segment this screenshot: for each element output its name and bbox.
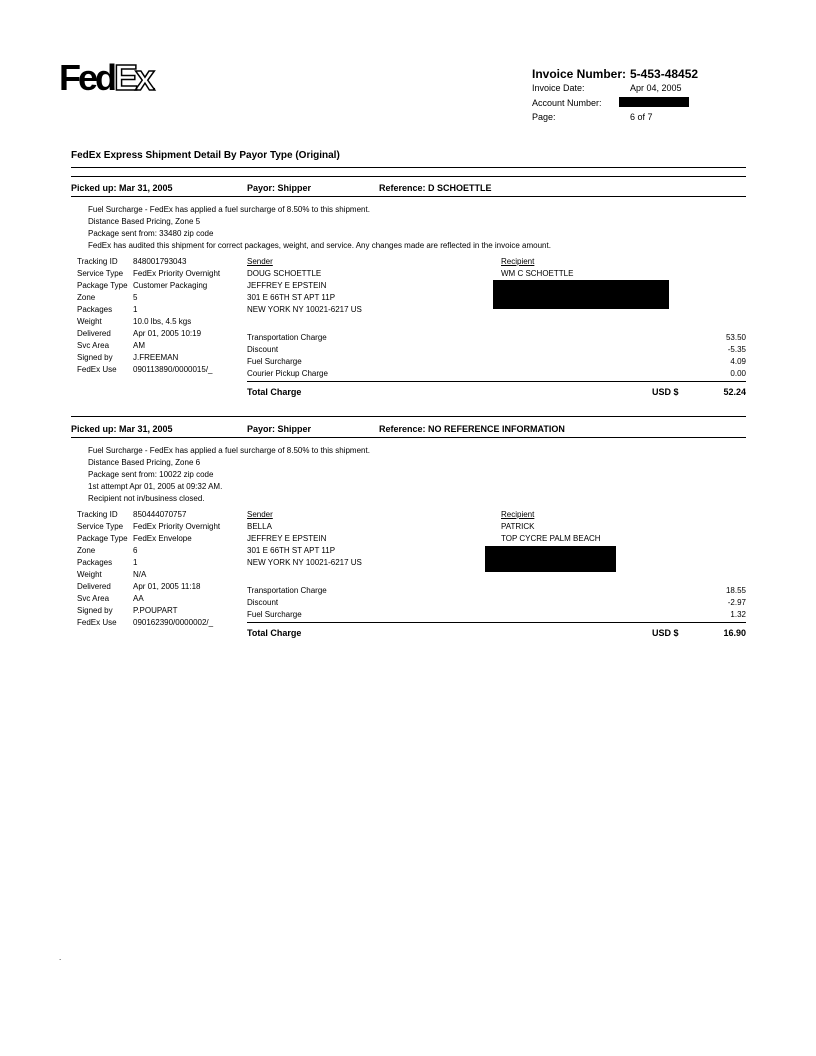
invoice-number-label: Invoice Number:: [532, 67, 627, 81]
sender-line: JEFFREY E EPSTEIN: [247, 534, 327, 543]
charge-label: Courier Pickup Charge: [247, 369, 328, 378]
detail-value: 090113890/0000015/_: [133, 365, 213, 374]
divider: [71, 196, 746, 197]
shipment-note: Package sent from: 10022 zip code: [88, 470, 214, 479]
charge-amount: -5.35: [727, 345, 746, 354]
detail-value: Customer Packaging: [133, 281, 208, 290]
detail-label: Zone: [77, 546, 96, 555]
divider: [71, 416, 746, 417]
currency: USD $: [652, 628, 679, 638]
charge-amount: 0.00: [730, 369, 746, 378]
shipment-note: Fuel Surcharge - FedEx has applied a fuel surcharge of 8.50% to this shipment.: [88, 205, 370, 214]
total-label: Total Charge: [247, 387, 302, 397]
detail-label: Service Type: [77, 522, 124, 531]
detail-value: 850444070757: [133, 510, 187, 519]
detail-value: FedEx Priority Overnight: [133, 269, 221, 278]
logo-dot: .: [152, 77, 156, 93]
detail-value: 090162390/0000002/_: [133, 618, 214, 627]
detail-label: Zone: [77, 293, 96, 302]
charge-label: Discount: [247, 598, 279, 607]
recipient-line: PATRICK: [501, 522, 535, 531]
shipment-note: Distance Based Pricing, Zone 5: [88, 217, 201, 226]
detail-value: 5: [133, 293, 138, 302]
detail-value: FedEx Envelope: [133, 534, 192, 543]
footer-mark: .: [59, 953, 62, 962]
detail-label: Signed by: [77, 606, 113, 615]
detail-value: Apr 01, 2005 11:18: [133, 582, 201, 591]
sender-line: NEW YORK NY 10021-6217 US: [247, 305, 362, 314]
page-label: Page:: [532, 112, 556, 122]
total-amount: 16.90: [723, 628, 746, 638]
page-number: 6 of 7: [630, 112, 653, 122]
detail-value: N/A: [133, 570, 147, 579]
detail-label: Package Type: [77, 534, 128, 543]
detail-label: Svc Area: [77, 594, 110, 603]
payor: Payor: Shipper: [247, 183, 312, 193]
detail-value: J.FREEMAN: [133, 353, 179, 362]
charge-label: Transportation Charge: [247, 586, 327, 595]
detail-label: Tracking ID: [77, 510, 118, 519]
divider: [71, 167, 746, 168]
detail-value: AM: [133, 341, 145, 350]
charge-amount: 18.55: [725, 586, 746, 595]
recipient-label: Recipient: [501, 510, 535, 519]
sender-line: 301 E 66TH ST APT 11P: [247, 546, 336, 555]
detail-label: FedEx Use: [77, 618, 117, 627]
sender-line: 301 E 66TH ST APT 11P: [247, 293, 336, 302]
page-title: FedEx Express Shipment Detail By Payor Type (Original): [71, 150, 340, 161]
detail-value: Apr 01, 2005 10:19: [133, 329, 202, 338]
detail-value: 10.0 lbs, 4.5 kgs: [133, 317, 192, 326]
detail-label: Weight: [77, 570, 102, 579]
detail-label: Packages: [77, 558, 113, 567]
recipient-line: WM C SCHOETTLE: [501, 269, 574, 278]
charge-amount: 53.50: [725, 333, 746, 342]
recipient-line: TOP CYCRE PALM BEACH: [501, 534, 601, 543]
charge-label: Fuel Surcharge: [247, 357, 302, 366]
invoice-number: 5-453-48452: [630, 67, 699, 81]
detail-value: AA: [133, 594, 144, 603]
detail-value: 1: [133, 558, 138, 567]
total-divider: [247, 381, 746, 382]
detail-value: FedEx Priority Overnight: [133, 522, 221, 531]
detail-label: Svc Area: [77, 341, 110, 350]
shipment-note: Fuel Surcharge - FedEx has applied a fuel surcharge of 8.50% to this shipment.: [88, 446, 370, 455]
detail-label: Service Type: [77, 269, 124, 278]
divider: [71, 176, 746, 177]
picked-up-date: Picked up: Mar 31, 2005: [71, 424, 173, 434]
redaction-bar: [485, 546, 616, 572]
recipient-label: Recipient: [501, 257, 535, 266]
total-label: Total Charge: [247, 628, 302, 638]
sender-line: JEFFREY E EPSTEIN: [247, 281, 327, 290]
charge-label: Transportation Charge: [247, 333, 327, 342]
charge-label: Fuel Surcharge: [247, 610, 302, 619]
detail-value: 848001793043: [133, 257, 187, 266]
detail-label: Signed by: [77, 353, 113, 362]
sender-line: BELLA: [247, 522, 272, 531]
reference: Reference: NO REFERENCE INFORMATION: [379, 424, 565, 434]
logo-ex: Ex: [114, 57, 153, 98]
sender-label: Sender: [247, 510, 273, 519]
logo-fed: Fed: [59, 57, 115, 98]
detail-value: 1: [133, 305, 138, 314]
total-divider: [247, 622, 746, 623]
detail-label: FedEx Use: [77, 365, 117, 374]
charge-label: Discount: [247, 345, 279, 354]
payor: Payor: Shipper: [247, 424, 312, 434]
account-number-label: Account Number:: [532, 98, 602, 108]
charge-amount: 4.09: [730, 357, 746, 366]
detail-label: Package Type: [77, 281, 128, 290]
invoice-date-label: Invoice Date:: [532, 83, 585, 93]
detail-label: Weight: [77, 317, 102, 326]
detail-value: P.POUPART: [133, 606, 178, 615]
charge-amount: 1.32: [730, 610, 746, 619]
shipment-note: FedEx has audited this shipment for correct packages, weight, and service. Any changes made are reflected in the invoice amount.: [88, 241, 551, 250]
shipment-note: Recipient not in/business closed.: [88, 494, 205, 503]
sender-line: NEW YORK NY 10021-6217 US: [247, 558, 362, 567]
fedex-logo: [59, 58, 156, 105]
redaction-bar: [493, 280, 669, 309]
detail-value: 6: [133, 546, 138, 555]
detail-label: Packages: [77, 305, 113, 314]
shipment-note: Distance Based Pricing, Zone 6: [88, 458, 201, 467]
picked-up-date: Picked up: Mar 31, 2005: [71, 183, 173, 193]
shipment-note: 1st attempt Apr 01, 2005 at 09:32 AM.: [88, 482, 223, 491]
shipment-note: Package sent from: 33480 zip code: [88, 229, 214, 238]
detail-label: Tracking ID: [77, 257, 118, 266]
total-amount: 52.24: [723, 387, 746, 397]
currency: USD $: [652, 387, 679, 397]
sender-label: Sender: [247, 257, 273, 266]
reference: Reference: D SCHOETTLE: [379, 183, 492, 193]
detail-label: Delivered: [77, 582, 111, 591]
charge-amount: -2.97: [727, 598, 746, 607]
divider: [71, 437, 746, 438]
redaction-bar: [619, 97, 689, 107]
detail-label: Delivered: [77, 329, 111, 338]
sender-line: DOUG SCHOETTLE: [247, 269, 322, 278]
invoice-date: Apr 04, 2005: [630, 83, 682, 93]
